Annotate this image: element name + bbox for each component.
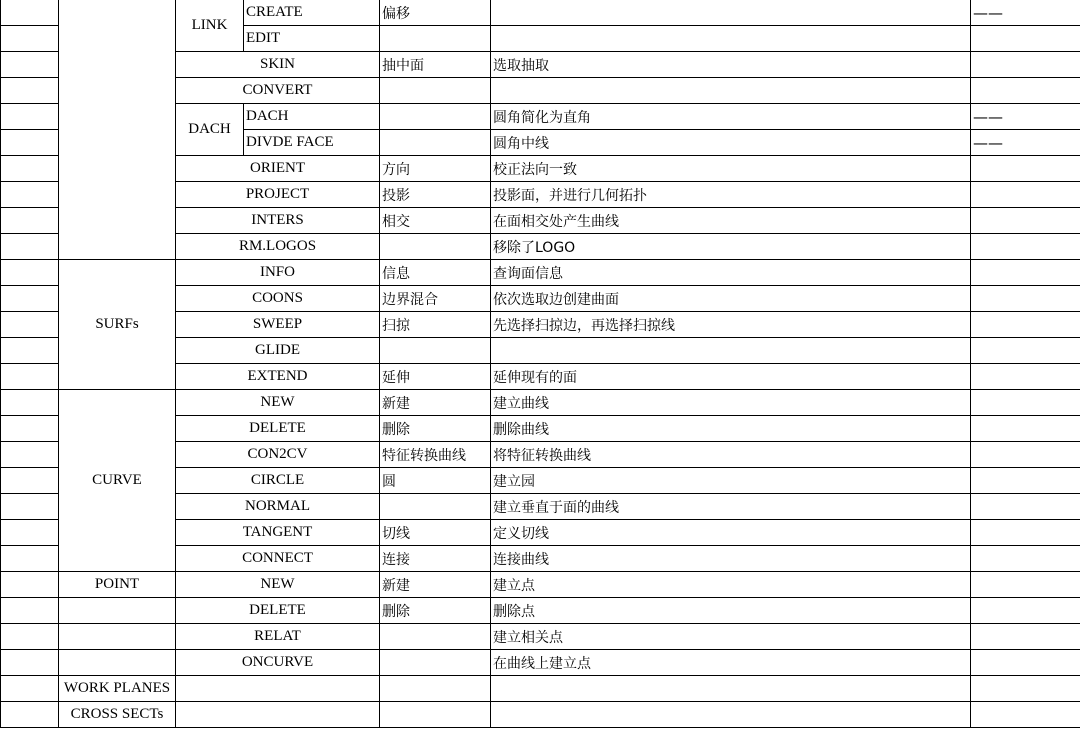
zh-convert[interactable] xyxy=(380,78,491,104)
zh-dach[interactable] xyxy=(380,104,491,130)
cell-a[interactable] xyxy=(1,182,59,208)
cell-a[interactable] xyxy=(1,572,59,598)
cell-a[interactable] xyxy=(1,650,59,676)
zh-curve-delete[interactable]: 删除 xyxy=(380,416,491,442)
desc-divde-face[interactable]: 圆角中线 xyxy=(491,130,971,156)
mark-circle[interactable] xyxy=(971,468,1080,494)
desc-inters[interactable]: 在面相交处产生曲线 xyxy=(491,208,971,234)
desc-extend[interactable]: 延伸现有的面 xyxy=(491,364,971,390)
command-connect[interactable]: CONNECT xyxy=(176,546,380,572)
group-curve[interactable]: CURVE xyxy=(59,390,176,572)
zh-sweep[interactable]: 扫掠 xyxy=(380,312,491,338)
cell-group-surfs-upper[interactable] xyxy=(59,0,176,260)
mark-skin[interactable] xyxy=(971,52,1080,78)
cell-a[interactable] xyxy=(1,104,59,130)
command-dach[interactable]: DACH xyxy=(244,104,380,130)
cell-a[interactable] xyxy=(1,364,59,390)
zh-edit[interactable] xyxy=(380,26,491,52)
table-row xyxy=(1,650,1080,676)
zh-empty[interactable] xyxy=(380,676,491,702)
zh-connect[interactable]: 连接 xyxy=(380,546,491,572)
zh-con2cv[interactable]: 特征转换曲线 xyxy=(380,442,491,468)
command-create[interactable]: CREATE xyxy=(244,0,380,26)
mark-oncurve[interactable] xyxy=(971,650,1080,676)
desc-empty[interactable] xyxy=(491,702,971,728)
mark-info[interactable] xyxy=(971,260,1080,286)
table-row xyxy=(1,676,1080,702)
command-info[interactable]: INFO xyxy=(176,260,380,286)
cell-a[interactable] xyxy=(1,702,59,728)
zh-curve-new[interactable]: 新建 xyxy=(380,390,491,416)
zh-extend[interactable]: 延伸 xyxy=(380,364,491,390)
cell-a[interactable] xyxy=(1,78,59,104)
desc-relat[interactable]: 建立相关点 xyxy=(491,624,971,650)
group-surfs[interactable]: SURFs xyxy=(59,260,176,390)
cell-a[interactable] xyxy=(1,624,59,650)
mark-extend[interactable] xyxy=(971,364,1080,390)
mark-glide[interactable] xyxy=(971,338,1080,364)
table-row xyxy=(1,390,1080,416)
zh-coons[interactable]: 边界混合 xyxy=(380,286,491,312)
zh-circle[interactable]: 圆 xyxy=(380,468,491,494)
zh-project[interactable]: 投影 xyxy=(380,182,491,208)
group-cross-sects[interactable]: CROSS SECTs xyxy=(59,702,176,728)
desc-rm-logos[interactable]: 移除了LOGO xyxy=(491,234,971,260)
desc-orient[interactable]: 校正法向一致 xyxy=(491,156,971,182)
desc-curve-new[interactable]: 建立曲线 xyxy=(491,390,971,416)
command-point-delete[interactable]: DELETE xyxy=(176,598,380,624)
desc-normal[interactable]: 建立垂直于面的曲线 xyxy=(491,494,971,520)
mark-tangent[interactable] xyxy=(971,520,1080,546)
cell-a[interactable] xyxy=(1,286,59,312)
command-circle[interactable]: CIRCLE xyxy=(176,468,380,494)
zh-point-new[interactable]: 新建 xyxy=(380,572,491,598)
command-inters[interactable]: INTERS xyxy=(176,208,380,234)
group-dach[interactable]: DACH xyxy=(176,104,244,156)
mark-curve-delete[interactable] xyxy=(971,416,1080,442)
cell-a[interactable] xyxy=(1,546,59,572)
command-project[interactable]: PROJECT xyxy=(176,182,380,208)
mark-divde-face[interactable]: —— xyxy=(971,130,1080,156)
cell-a[interactable] xyxy=(1,26,59,52)
cell-a[interactable] xyxy=(1,676,59,702)
zh-skin[interactable]: 抽中面 xyxy=(380,52,491,78)
table-row xyxy=(1,260,1080,286)
command-edit[interactable]: EDIT xyxy=(244,26,380,52)
desc-create[interactable] xyxy=(491,0,971,26)
desc-point-new[interactable]: 建立点 xyxy=(491,572,971,598)
table-row xyxy=(1,572,1080,598)
desc-project[interactable]: 投影面，并进行几何拓扑 xyxy=(491,182,971,208)
command-convert[interactable]: CONVERT xyxy=(176,78,380,104)
table-row xyxy=(1,624,1080,650)
group-work-planes[interactable]: WORK PLANES xyxy=(59,676,176,702)
desc-connect[interactable]: 连接曲线 xyxy=(491,546,971,572)
cell-a[interactable] xyxy=(1,208,59,234)
desc-curve-delete[interactable]: 删除曲线 xyxy=(491,416,971,442)
cell-a[interactable] xyxy=(1,130,59,156)
command-divde-face[interactable]: DIVDE FACE xyxy=(244,130,380,156)
cell-a[interactable] xyxy=(1,468,59,494)
command-empty[interactable] xyxy=(176,702,380,728)
command-skin[interactable]: SKIN xyxy=(176,52,380,78)
cell-a[interactable] xyxy=(1,442,59,468)
cell-a[interactable] xyxy=(1,390,59,416)
desc-info[interactable]: 查询面信息 xyxy=(491,260,971,286)
cell-a[interactable] xyxy=(1,0,59,26)
mark-point-new[interactable] xyxy=(971,572,1080,598)
table-row xyxy=(1,598,1080,624)
zh-oncurve[interactable] xyxy=(380,650,491,676)
mark-sweep[interactable] xyxy=(971,312,1080,338)
mark-inters[interactable] xyxy=(971,208,1080,234)
desc-glide[interactable] xyxy=(491,338,971,364)
group-link[interactable]: LINK xyxy=(176,0,244,52)
command-extend[interactable]: EXTEND xyxy=(176,364,380,390)
zh-relat[interactable] xyxy=(380,624,491,650)
mark-empty[interactable] xyxy=(971,676,1080,702)
zh-inters[interactable]: 相交 xyxy=(380,208,491,234)
desc-dach[interactable]: 圆角简化为直角 xyxy=(491,104,971,130)
cell-a[interactable] xyxy=(1,260,59,286)
zh-rm-logos[interactable] xyxy=(380,234,491,260)
mark-orient[interactable] xyxy=(971,156,1080,182)
cell-a[interactable] xyxy=(1,494,59,520)
desc-empty[interactable] xyxy=(491,676,971,702)
command-rm-logos[interactable]: RM.LOGOS xyxy=(176,234,380,260)
zh-glide[interactable] xyxy=(380,338,491,364)
cell-b[interactable] xyxy=(59,598,176,624)
command-normal[interactable]: NORMAL xyxy=(176,494,380,520)
mark-curve-new[interactable] xyxy=(971,390,1080,416)
mark-project[interactable] xyxy=(971,182,1080,208)
mark-connect[interactable] xyxy=(971,546,1080,572)
cell-a[interactable] xyxy=(1,416,59,442)
desc-circle[interactable]: 建立园 xyxy=(491,468,971,494)
zh-divde-face[interactable] xyxy=(380,130,491,156)
mark-con2cv[interactable] xyxy=(971,442,1080,468)
cell-b[interactable] xyxy=(59,650,176,676)
cell-a[interactable] xyxy=(1,234,59,260)
cell-a[interactable] xyxy=(1,520,59,546)
desc-convert[interactable] xyxy=(491,78,971,104)
mark-convert[interactable] xyxy=(971,78,1080,104)
command-tangent[interactable]: TANGENT xyxy=(176,520,380,546)
zh-orient[interactable]: 方向 xyxy=(380,156,491,182)
mark-edit[interactable] xyxy=(971,26,1080,52)
desc-sweep[interactable]: 先选择扫掠边，再选择扫掠线 xyxy=(491,312,971,338)
command-curve-new[interactable]: NEW xyxy=(176,390,380,416)
desc-point-delete[interactable]: 删除点 xyxy=(491,598,971,624)
zh-point-delete[interactable]: 删除 xyxy=(380,598,491,624)
mark-point-delete[interactable] xyxy=(971,598,1080,624)
desc-skin[interactable]: 选取抽取 xyxy=(491,52,971,78)
cell-a[interactable] xyxy=(1,598,59,624)
table-row xyxy=(1,702,1080,728)
mark-normal[interactable] xyxy=(971,494,1080,520)
command-relat[interactable]: RELAT xyxy=(176,624,380,650)
command-curve-delete[interactable]: DELETE xyxy=(176,416,380,442)
desc-oncurve[interactable]: 在曲线上建立点 xyxy=(491,650,971,676)
zh-create[interactable]: 偏移 xyxy=(380,0,491,26)
cell-a[interactable] xyxy=(1,312,59,338)
desc-con2cv[interactable]: 将特征转换曲线 xyxy=(491,442,971,468)
desc-tangent[interactable]: 定义切线 xyxy=(491,520,971,546)
cell-a[interactable] xyxy=(1,52,59,78)
desc-edit[interactable] xyxy=(491,26,971,52)
zh-tangent[interactable]: 切线 xyxy=(380,520,491,546)
mark-rm-logos[interactable] xyxy=(971,234,1080,260)
command-sweep[interactable]: SWEEP xyxy=(176,312,380,338)
cell-a[interactable] xyxy=(1,156,59,182)
cell-a[interactable] xyxy=(1,338,59,364)
mark-coons[interactable] xyxy=(971,286,1080,312)
group-point[interactable]: POINT xyxy=(59,572,176,598)
mark-empty[interactable] xyxy=(971,702,1080,728)
zh-normal[interactable] xyxy=(380,494,491,520)
cell-b[interactable] xyxy=(59,624,176,650)
mark-relat[interactable] xyxy=(971,624,1080,650)
zh-info[interactable]: 信息 xyxy=(380,260,491,286)
mark-dach[interactable]: —— xyxy=(971,104,1080,130)
command-con2cv[interactable]: CON2CV xyxy=(176,442,380,468)
command-coons[interactable]: COONS xyxy=(176,286,380,312)
command-orient[interactable]: ORIENT xyxy=(176,156,380,182)
command-point-new[interactable]: NEW xyxy=(176,572,380,598)
command-glide[interactable]: GLIDE xyxy=(176,338,380,364)
zh-empty[interactable] xyxy=(380,702,491,728)
command-empty[interactable] xyxy=(176,676,380,702)
table-row xyxy=(1,0,1080,26)
desc-coons[interactable]: 依次选取边创建曲面 xyxy=(491,286,971,312)
mark-create[interactable]: —— xyxy=(971,0,1080,26)
command-oncurve[interactable]: ONCURVE xyxy=(176,650,380,676)
